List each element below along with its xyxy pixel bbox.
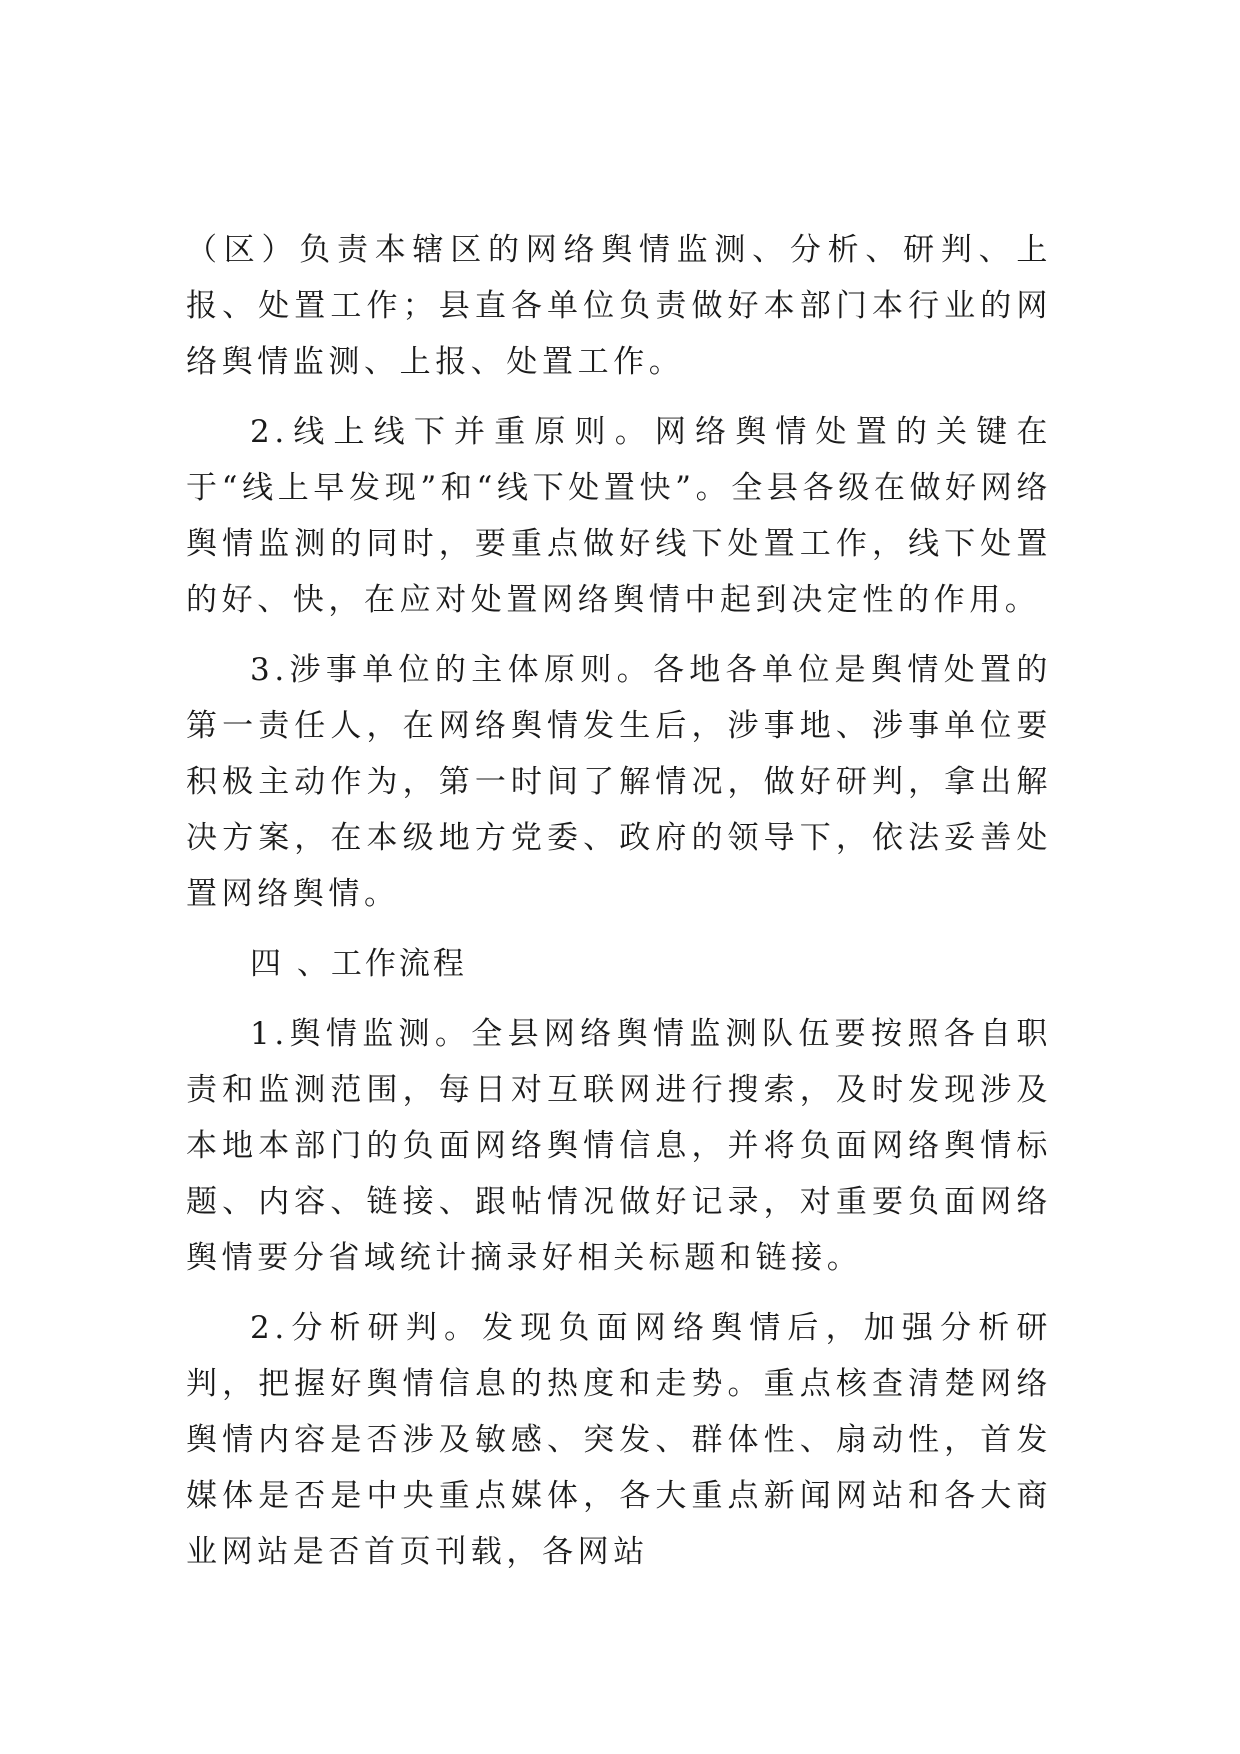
paragraph-workflow-monitoring: 1.舆情监测。全县网络舆情监测队伍要按照各自职责和监测范围，每日对互联网进行搜索，及时发现涉及本地本部门的负面网络舆情信息，并将负面网络舆情标题、内容、链接、跟帖情况做好记录，对重要负面网络舆情要分省域统计摘录好相关标题和链接。 [186,1016,1052,1276]
paragraph-principle-online-offline: 2.线上线下并重原则。网络舆情处置的关键在于“线上早发现”和“线下处置快”。全县各级在做好网络舆情监测的同时，要重点做好线下处置工作，线下处置的好、快，在应对处置网络舆情中起到决定性的作用。 [186,414,1052,618]
section-heading-workflow: 四 、工作流程 [250,946,467,982]
paragraph-workflow-analysis: 2.分析研判。发现负面网络舆情后，加强分析研判，把握好舆情信息的热度和走势。重点核查清楚网络舆情内容是否涉及敏感、突发、群体性、扇动性，首发媒体是否是中央重点媒体，各大重点新闻网站和各大商业网站是否首页刊载，各网站 [186,1310,1052,1570]
paragraph-principle-responsible-unit: 3.涉事单位的主体原则。各地各单位是舆情处置的第一责任人，在网络舆情发生后，涉事地、涉事单位要积极主动作为，第一时间了解情况，做好研判，拿出解决方案，在本级地方党委、政府的领导下，依法妥善处置网络舆情。 [186,652,1052,912]
document-body [186,222,1052,1594]
paragraph-continued-responsibility: （区）负责本辖区的网络舆情监测、分析、研判、上报、处置工作；县直各单位负责做好本部门本行业的网络舆情监测、上报、处置工作。 [186,232,1052,380]
